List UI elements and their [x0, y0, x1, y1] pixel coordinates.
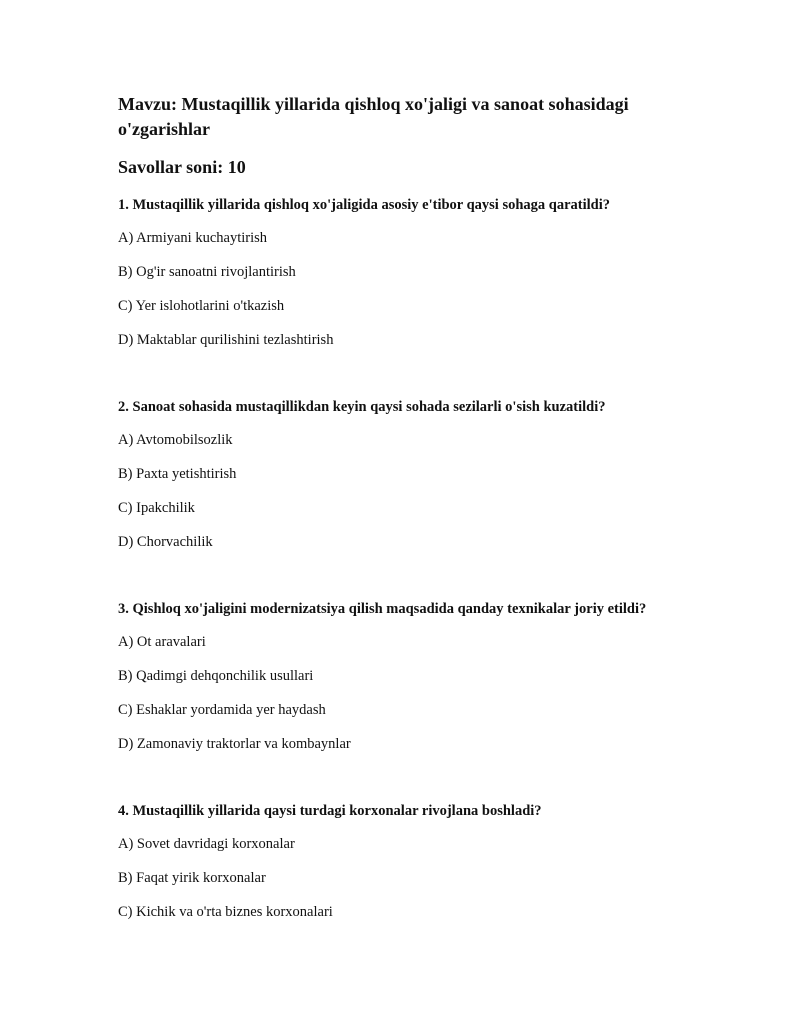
document-title: Mavzu: Mustaqillik yillarida qishloq xo'jaligi va sanoat sohasidagi o'zgarishlar: [118, 94, 629, 139]
question-2: [118, 396, 678, 553]
answer-option-a: A) Sovet davridagi korxonalar: [118, 836, 295, 852]
document-page: [118, 92, 678, 935]
answer-option-d: D) Zamonaviy traktorlar va kombaynlar: [118, 736, 351, 752]
question-4: [118, 800, 678, 923]
answer-option-c: C) Eshaklar yordamida yer haydash: [118, 702, 326, 718]
answer-option-b: B) Faqat yirik korxonalar: [118, 870, 266, 886]
answer-option-c: C) Yer islohotlarini o'tkazish: [118, 298, 285, 314]
answer-option-a: A) Avtomobilsozlik: [118, 432, 233, 448]
answer-option-d: D) Chorvachilik: [118, 534, 213, 550]
question-text: 1. Mustaqillik yillarida qishloq xo'jaligida asosiy e'tibor qaysi sohaga qaratildi?: [118, 197, 611, 213]
answer-option-b: B) Paxta yetishtirish: [118, 466, 237, 482]
question-text: 2. Sanoat sohasida mustaqillikdan keyin qaysi sohada sezilarli o'sish kuzatildi?: [118, 399, 606, 415]
answer-option-b: B) Og'ir sanoatni rivojlantirish: [118, 264, 296, 280]
question-count: Savollar soni: 10: [118, 157, 246, 177]
answer-option-c: C) Kichik va o'rta biznes korxonalari: [118, 904, 333, 920]
question-3: [118, 598, 678, 755]
answer-option-a: A) Ot aravalari: [118, 634, 206, 650]
answer-option-d: D) Maktablar qurilishini tezlashtirish: [118, 332, 334, 348]
answer-option-c: C) Ipakchilik: [118, 500, 195, 516]
question-text: 4. Mustaqillik yillarida qaysi turdagi korxonalar rivojlana boshladi?: [118, 803, 542, 819]
question-text: 3. Qishloq xo'jaligini modernizatsiya qilish maqsadida qanday texnikalar joriy etildi?: [118, 601, 647, 617]
answer-option-a: A) Armiyani kuchaytirish: [118, 230, 268, 246]
answer-option-b: B) Qadimgi dehqonchilik usullari: [118, 668, 314, 684]
question-1: [118, 194, 678, 351]
